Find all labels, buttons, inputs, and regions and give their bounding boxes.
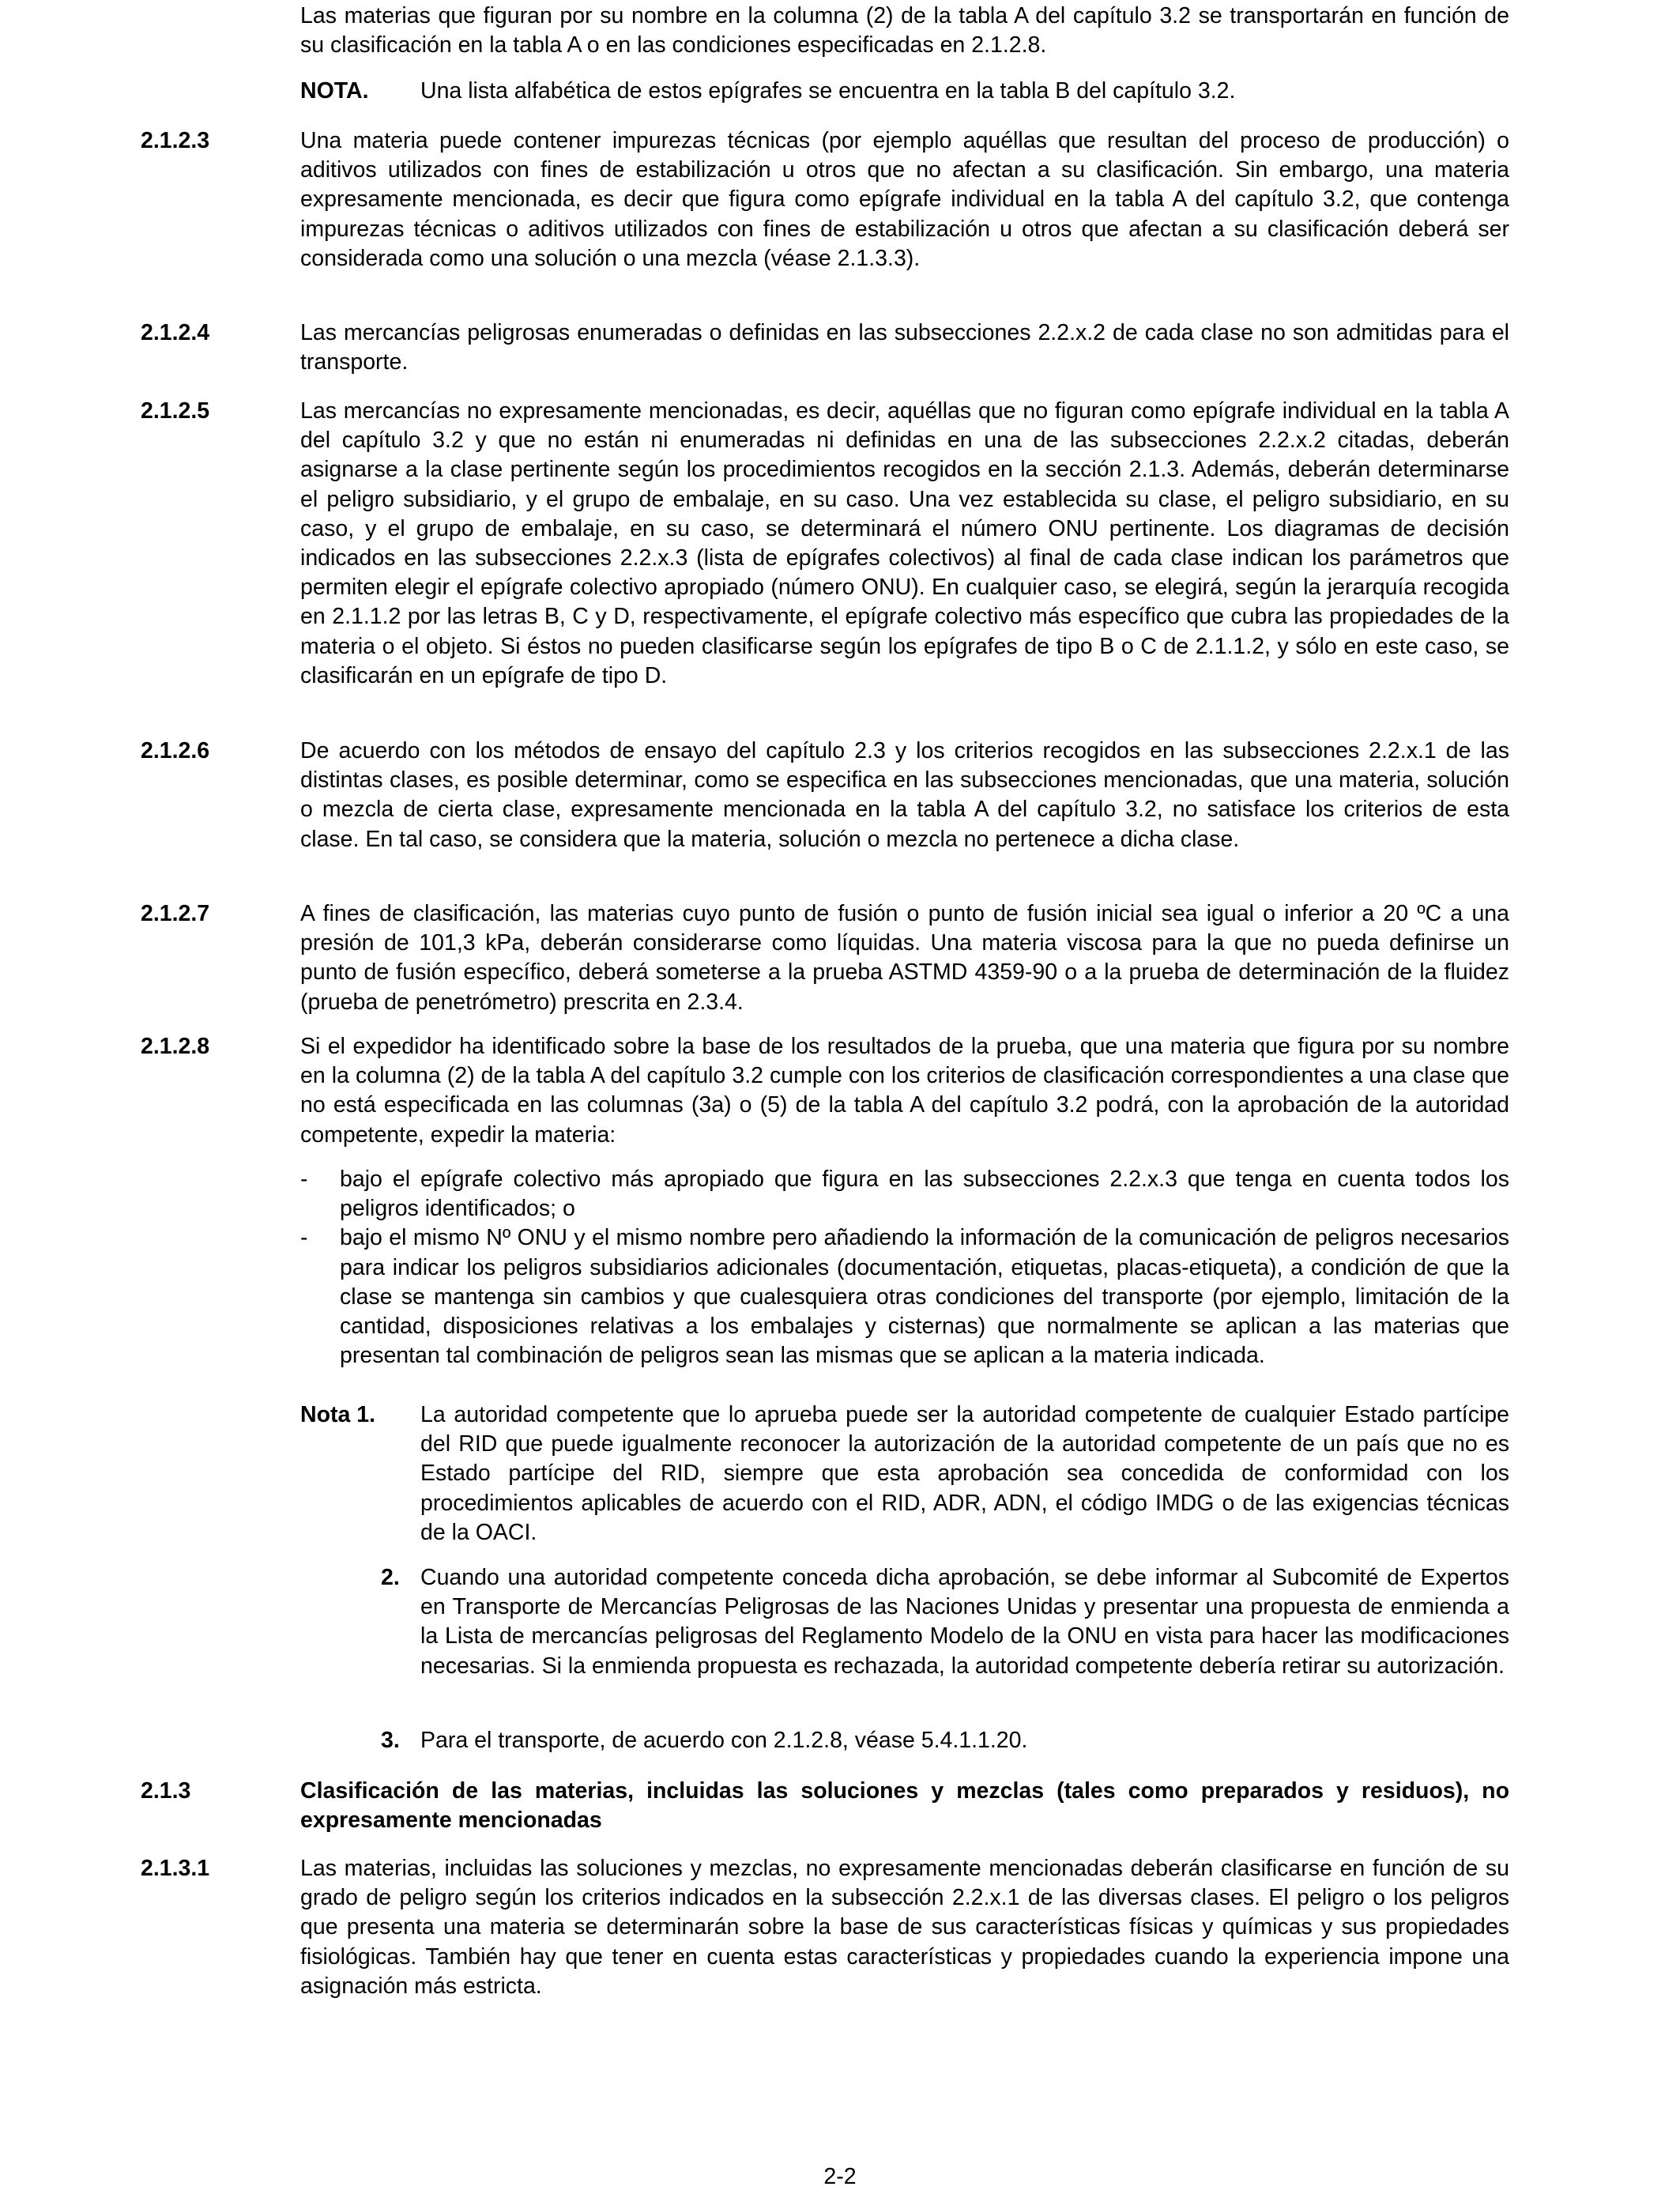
section-text: A fines de clasificación, las materias cuyo punto de fusión o punto de fusión inicial sea igual o inferior a 20 ºC a una presión de 101,3 kPa, deberán considerarse como líquidas. Una materia viscosa para la que no pueda definirse un punto de fusión específico, deberá someterse a la prueba ASTMD 4359-90 o a la prueba de determinación de la fluidez (prueba de penetrómetro) prescrita en 2.3.4. [300,901,1509,1015]
section-2-1-2-3 [141,126,1509,273]
section-2-1-2-4 [141,319,1509,377]
section-text: Si el expedidor ha identificado sobre la base de los resultados de la prueba, que una materia que figura por su nombre en la columna (2) de la tabla A del capítulo 3.2 cumple con los criterios de clasificación correspondientes a una clase que no está especificada en las columnas (3a) o (5) de la tabla A del capítulo 3.2 podrá, con la aprobación de la autoridad competente, expedir la materia: [300,1034,1509,1148]
section-2-1-2-5 [141,397,1509,691]
section-number: 2.1.3.1 [141,1856,210,1881]
bullet-text: bajo el mismo Nº ONU y el mismo nombre pero añadiendo la información de la comunicación de peligros necesarios para indicar los peligros subsidiarios adicionales (documentación, etiquetas, placas-etiqueta), a condición de que la clase se mantenga sin cambios y que cualesquiera otras condiciones del transporte (por ejemplo, limitación de la cantidad, disposiciones relativas a los embalajes y cisternas) que normalmente se aplican a las materias que presentan tal combinación de peligros sean las mismas que se aplican a la materia indicada. [340,1225,1509,1369]
section-text: De acuerdo con los métodos de ensayo del capítulo 2.3 y los criterios recogidos en las subsecciones 2.2.x.1 de las distintas clases, es posible determinar, como se especifica en las subsecciones mencionadas, que una materia, solución o mezcla de cierta clase, expresamente mencionada en la tabla A del capítulo 3.2, no satisface los criterios de esta clase. En tal caso, se considera que la materia, solución o mezcla no pertenece a dicha clase. [300,738,1509,852]
section-number: 2.1.2.7 [141,901,210,926]
section-2-1-2-6 [141,737,1509,854]
note-text: Para el transporte, de acuerdo con 2.1.2.8, véase 5.4.1.1.20. [420,1728,1028,1753]
section-2-1-3-1 [141,1854,1509,2001]
note-label: 3. [381,1728,400,1753]
section-number: 2.1.2.8 [141,1034,210,1059]
note-text: Cuando una autoridad competente conceda dicha aprobación, se debe informar al Subcomité de Expertos en Transporte de Mercancías Peligrosas de las Naciones Unidas y presentar una propuesta de enmienda a la Lista de mercancías peligrosas del Reglamento Modelo de la ONU en vista para hacer las modificaciones necesarias. Si la enmienda propuesta es rechazada, la autoridad competente debería retirar su autorización. [420,1565,1509,1679]
note-text: La autoridad competente que lo aprueba puede ser la autoridad competente de cualquier Estado partícipe del RID que puede igualmente reconocer la autorización de la autoridad competente de un país que no es Estado partícipe del RID, siempre que esta aprobación sea concedida de conformidad con los procedimientos aplicables de acuerdo con el RID, ADR, ADN, el código IMDG o de las exigencias técnicas de la OACI. [420,1402,1509,1545]
section-2-1-3 [141,1777,1509,1835]
section-number: 2.1.3 [141,1778,191,1804]
note-3 [300,1726,1509,1755]
section-2-1-2-8 [141,1032,1509,1150]
note-1 [300,1400,1509,1547]
note-label: Nota 1. [300,1402,376,1427]
bullet-list [300,1165,1509,1370]
bullet-dash: - [300,1167,308,1192]
list-item [300,1223,1509,1370]
section-number: 2.1.2.3 [141,128,210,153]
intro-paragraph: Las materias que figuran por su nombre en la columna (2) de la tabla A del capítulo 3.2 se transportarán en función de su clasificación en la tabla A o en las condiciones especificadas en 2.1.2.8. [300,3,1509,58]
section-text: Las mercancías peligrosas enumeradas o definidas en las subsecciones 2.2.x.2 de cada clase no son admitidas para el transporte. [300,320,1509,375]
note-label: 2. [381,1565,400,1590]
nota-label: NOTA. [300,78,369,104]
section-number: 2.1.2.6 [141,738,210,763]
list-item [300,1165,1509,1223]
section-text: Una materia puede contener impurezas técnicas (por ejemplo aquéllas que resultan del proceso de producción) o aditivos utilizados con fines de estabilización u otros que no afectan a su clasificación. Sin embargo, una materia expresamente mencionada, es decir que figura como epígrafe individual en la tabla A del capítulo 3.2, que contenga impurezas técnicas o aditivos utilizados con fines de estabilización u otros que afectan a su clasificación deberá ser considerada como una solución o una mezcla (véase 2.1.3.3). [300,128,1509,271]
bullet-text: bajo el epígrafe colectivo más apropiado que figura en las subsecciones 2.2.x.3 que tenga en cuenta todos los peligros identificados; o [340,1167,1509,1222]
section-number: 2.1.2.5 [141,398,210,424]
section-heading: Clasificación de las materias, incluidas las soluciones y mezclas (tales como preparados y residuos), no expresamente mencionadas [300,1778,1509,1834]
bullet-dash: - [300,1225,308,1251]
note-2 [300,1563,1509,1681]
page-number: 2-2 [823,2164,857,2189]
nota-text: Una lista alfabética de estos epígrafes se encuentra en la tabla B del capítulo 3.2. [420,78,1236,104]
section-text: Las materias, incluidas las soluciones y mezclas, no expresamente mencionadas deberán clasificarse en función de su grado de peligro según los criterios indicados en la subsección 2.2.x.1 de las diversas clases. El peligro o los peligros que presenta una materia se determinarán sobre la base de sus características físicas y químicas y sus propiedades fisiológicas. También hay que tener en cuenta estas características y propiedades cuando la experiencia impone una asignación más estricta. [300,1856,1509,1999]
section-2-1-2-7 [141,899,1509,1017]
section-number: 2.1.2.4 [141,320,210,345]
section-text: Las mercancías no expresamente mencionadas, es decir, aquéllas que no figuran como epígrafe individual en la tabla A del capítulo 3.2 y que no están ni enumeradas ni definidas en una de las subsecciones 2.2.x.2 citadas, deberán asignarse a la clase pertinente según los procedimientos recogidos en la sección 2.1.3. Además, deberán determinarse el peligro subsidiario, y el grupo de embalaje, en su caso. Una vez establecida su clase, el peligro subsidiario, en su caso, y el grupo de embalaje, en su caso, se determinará el número ONU pertinente. Los diagramas de decisión indicados en las subsecciones 2.2.x.3 (lista de epígrafes colectivos) al final de cada clase indican los parámetros que permiten elegir el epígrafe colectivo apropiado (número ONU). En cualquier caso, se elegirá, según la jerarquía recogida en 2.1.1.2 por las letras B, C y D, respectivamente, el epígrafe colectivo más específico que cubra las propiedades de la materia o el objeto. Si éstos no pueden clasificarse según los epígrafes de tipo B o C de 2.1.1.2, y sólo en este caso, se clasificarán en un epígrafe de tipo D. [300,398,1509,688]
